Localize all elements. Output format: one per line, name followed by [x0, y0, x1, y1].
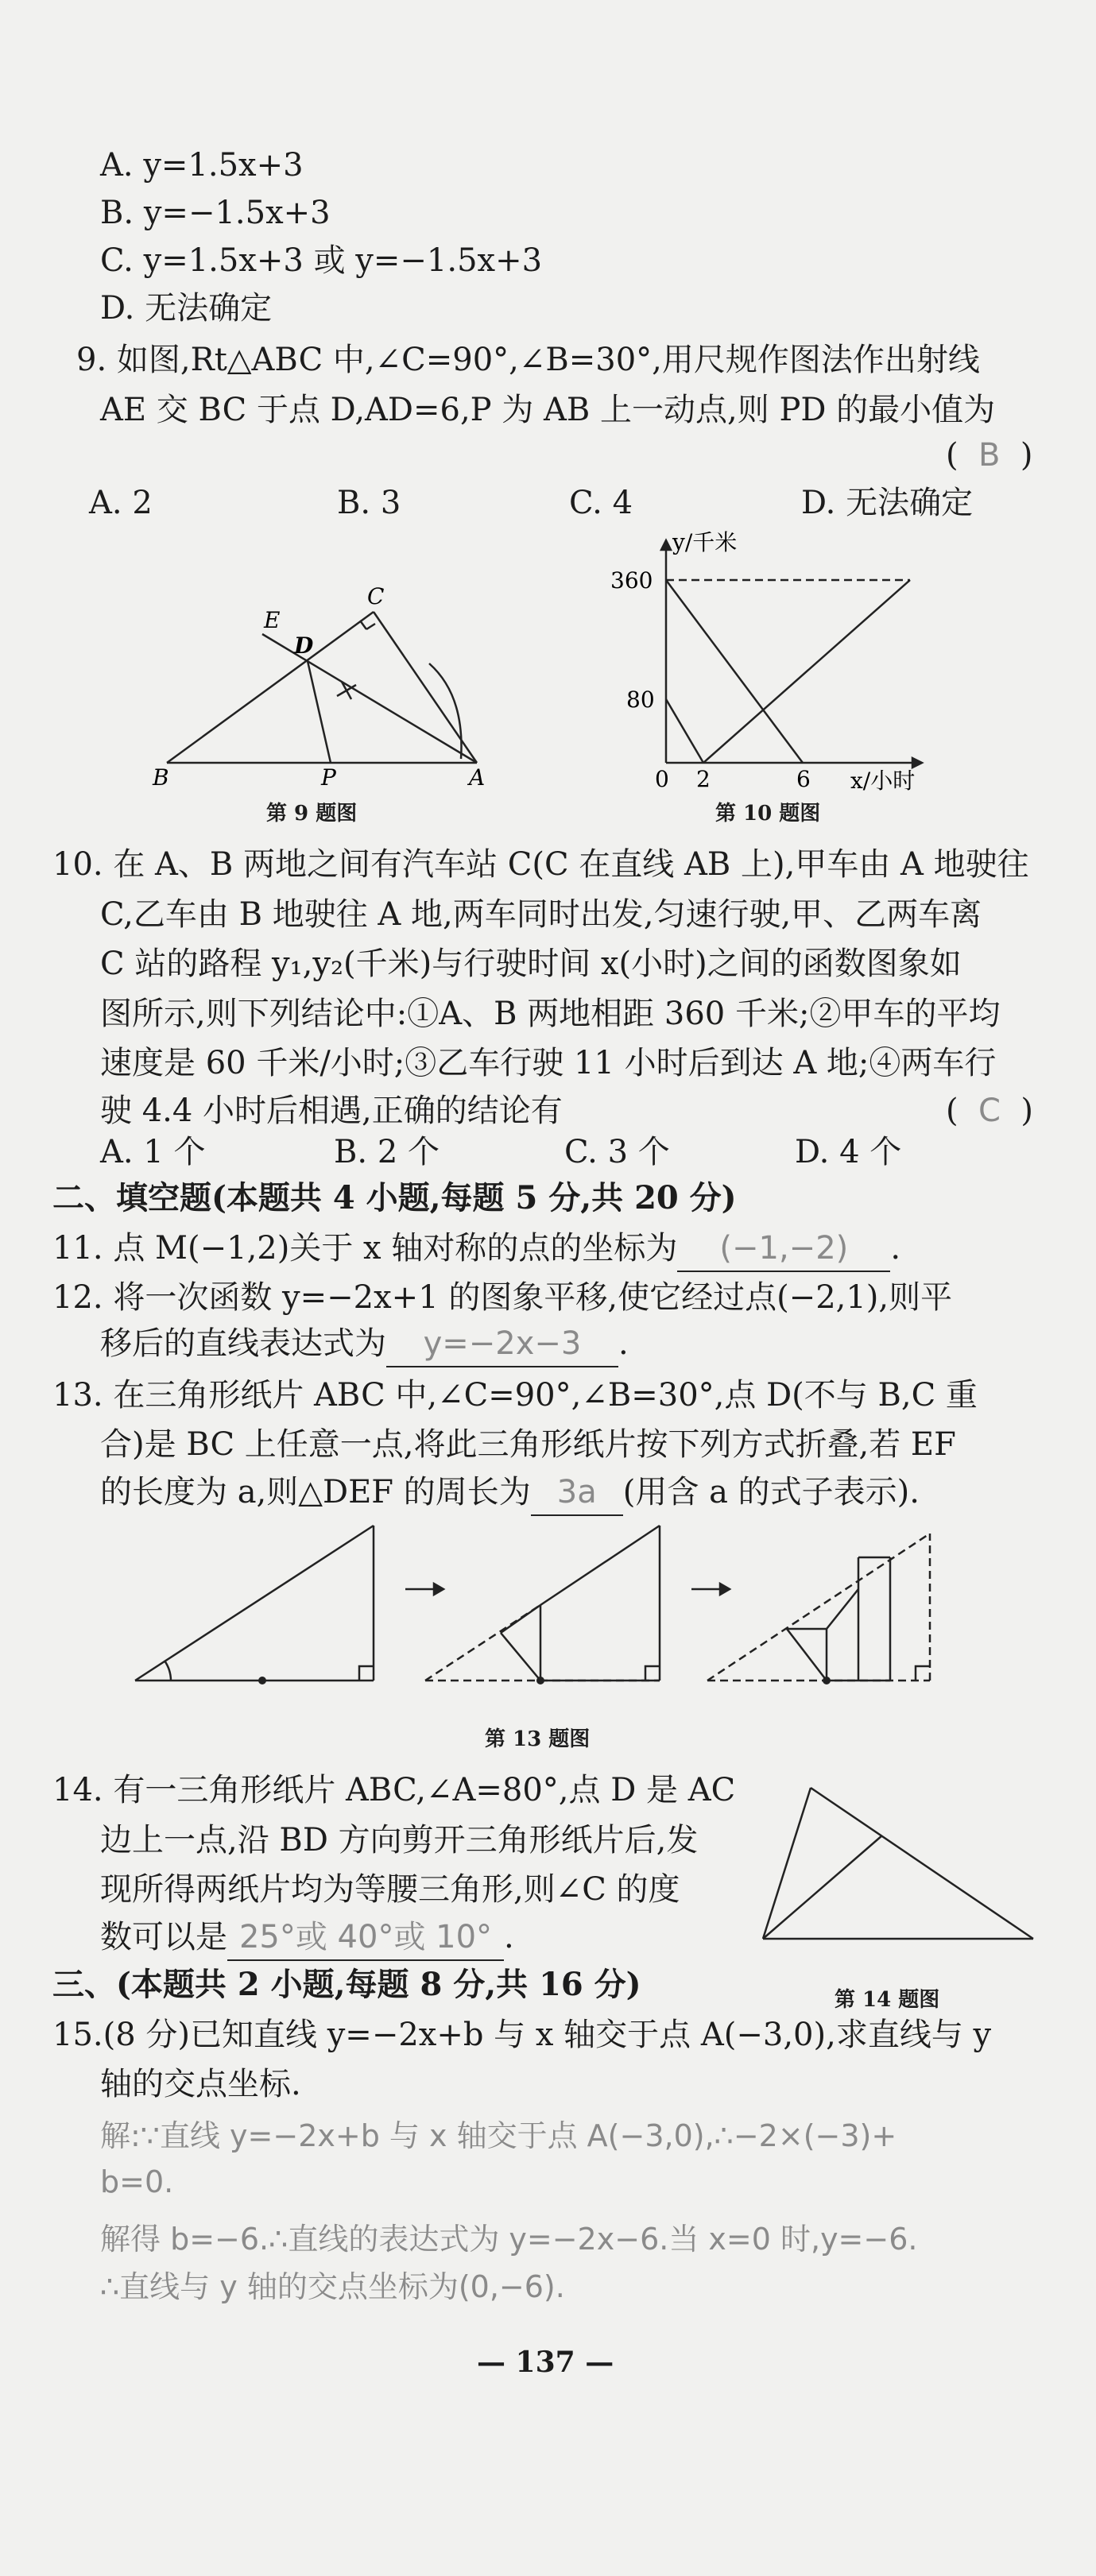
q15-solution-3: 解得 b=−6.∴直线的表达式为 y=−2x−6.当 x=0 时,y=−6.	[100, 2222, 918, 2257]
q15-line2: 轴的交点坐标.	[100, 2066, 301, 2102]
q10-line2: C,乙车由 B 地驶往 A 地,两车同时出发,匀速行驶,甲、乙两车离	[100, 896, 982, 933]
q13-line1: 13. 在三角形纸片 ABC 中,∠C=90°,∠B=30°,点 D(不与 B,C 重	[52, 1377, 978, 1414]
q9-answer-bracket: ( B )	[946, 437, 1033, 474]
q12-end: .	[618, 1325, 629, 1362]
q9-line1: 9. 如图,Rt△ABC 中,∠C=90°,∠B=30°,用尺规作图法作出射线	[76, 342, 980, 378]
q12-text2: 移后的直线表达式为	[100, 1325, 386, 1362]
q10-figure	[588, 524, 938, 795]
y-tick-80: 80	[626, 687, 655, 713]
q13-answer-blank: 3a	[531, 1470, 623, 1516]
q13-figure-caption: 第 13 题图	[485, 1727, 591, 1751]
q9-figure-caption: 第 9 题图	[266, 802, 358, 826]
q10-line3: C 站的路程 y₁,y₂(千米)与行驶时间 x(小时)之间的函数图象如	[100, 946, 962, 982]
q8-option-d: D. 无法确定	[100, 290, 273, 327]
q10-option-a: A. 1 个	[100, 1134, 206, 1170]
q12-line1: 12. 将一次函数 y=−2x+1 的图象平移,使它经过点(−2,1),则平	[52, 1279, 953, 1316]
q15-solution-2: b=0.	[100, 2164, 174, 2199]
q10-figure-caption: 第 10 题图	[715, 802, 821, 826]
segment-dp	[308, 661, 331, 763]
q11-line	[52, 1226, 900, 1272]
q10-option-d: D. 4 个	[795, 1134, 902, 1170]
q14-line1: 14. 有一三角形纸片 ABC,∠A=80°,点 D 是 AC	[52, 1772, 736, 1808]
q9-option-a: A. 2	[89, 485, 153, 521]
section-3-heading: 三、(本题共 2 小题,每题 8 分,共 16 分)	[52, 1966, 641, 2003]
q14-figure-caption: 第 14 题图	[835, 1988, 940, 2012]
label-e: E	[264, 607, 281, 633]
graph-line-2a	[666, 699, 703, 763]
q10-line1: 10. 在 A、B 两地之间有汽车站 C(C 在直线 AB 上),甲车由 A 地驶往	[52, 846, 1029, 883]
label-p: P	[321, 764, 336, 787]
q8-option-b: B. y=−1.5x+3	[100, 195, 331, 231]
y-axis-label: y/千米	[672, 529, 738, 555]
q14-text4: 数可以是	[100, 1919, 227, 1955]
q8-option-a: A. y=1.5x+3	[100, 147, 304, 184]
x-tick-2: 2	[696, 766, 711, 792]
q15-line1: 15.(8 分)已知直线 y=−2x+b 与 x 轴交于点 A(−3,0),求直线与 y	[52, 2017, 992, 2053]
q9-option-d: D. 无法确定	[801, 485, 974, 521]
q12-answer-blank: y=−2x−3	[386, 1321, 618, 1367]
q9-option-c: C. 4	[569, 485, 633, 521]
q13-text3b: (用含 a 的式子表示).	[622, 1474, 920, 1510]
label-b: B	[153, 764, 169, 787]
page-number: — 137 —	[477, 2346, 614, 2379]
label-a: A	[469, 764, 486, 787]
q10-answer-bracket: ( C )	[946, 1093, 1034, 1129]
q10-line5: 速度是 60 千米/小时;③乙车行驶 11 小时后到达 A 地;④两车行	[100, 1045, 997, 1081]
q13-line2: 合)是 BC 上任意一点,将此三角形纸片按下列方式折叠,若 EF	[100, 1426, 956, 1463]
q9-figure	[143, 580, 493, 787]
q10-line6: 驶 4.4 小时后相遇,正确的结论有	[100, 1093, 563, 1129]
x-tick-6: 6	[796, 766, 811, 792]
label-c: C	[367, 583, 385, 609]
section-2-heading: 二、填空题(本题共 4 小题,每题 5 分,共 20 分)	[52, 1179, 737, 1216]
q12-line2	[100, 1321, 629, 1367]
q10-line4: 图所示,则下列结论中:①A、B 两地相距 360 千米;②甲车的平均	[100, 996, 1001, 1032]
x-axis-label: x/小时	[850, 768, 916, 794]
q8-option-c: C. y=1.5x+3 或 y=−1.5x+3	[100, 242, 543, 279]
x-tick-0: 0	[655, 766, 669, 792]
q9-answer: B	[978, 437, 1001, 474]
q14-figure	[747, 1772, 1049, 1963]
q14-end: .	[504, 1919, 514, 1955]
q14-line4	[100, 1915, 514, 1961]
q9-line2: AE 交 BC 于点 D,AD=6,P 为 AB 上一动点,则 PD 的最小值为	[100, 392, 996, 428]
q13-figure	[119, 1510, 978, 1716]
q11-answer-blank: (−1,−2)	[677, 1226, 890, 1272]
q10-answer: C	[978, 1093, 1001, 1129]
q13-text3a: 的长度为 a,则△DEF 的周长为	[100, 1474, 531, 1510]
q15-solution-4: ∴直线与 y 轴的交点坐标为(0,−6).	[100, 2269, 565, 2304]
q9-option-b: B. 3	[337, 485, 401, 521]
q14-answer-blank: 25°或 40°或 10°	[227, 1915, 504, 1961]
q14-line2: 边上一点,沿 BD 方向剪开三角形纸片后,发	[100, 1822, 699, 1859]
q11-text: 11. 点 M(−1,2)关于 x 轴对称的点的坐标为	[52, 1230, 678, 1267]
q15-solution-1: 解:∵直线 y=−2x+b 与 x 轴交于点 A(−3,0),∴−2×(−3)+	[100, 2118, 897, 2153]
q10-option-c: C. 3 个	[564, 1134, 670, 1170]
label-d: D	[294, 632, 314, 659]
segment-bc	[167, 612, 374, 763]
q10-option-b: B. 2 个	[334, 1134, 440, 1170]
q11-end: .	[890, 1230, 901, 1267]
y-tick-360: 360	[610, 567, 653, 594]
q14-line3: 现所得两纸片均为等腰三角形,则∠C 的度	[100, 1871, 680, 1908]
